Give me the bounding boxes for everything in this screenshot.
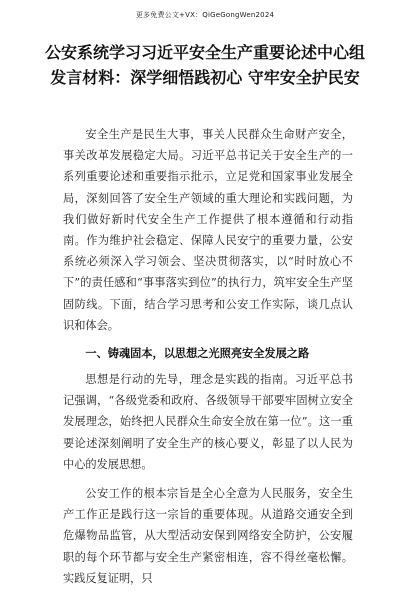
header-note: 更多免费公文+VX：QiGeGongWen2024 [135,11,275,19]
paragraph-section1-b: 公安工作的根本宗旨是全心全意为人民服务，安全生产工作正是践行这一宗旨的重要体现。从道路交通安全到危爆物品监管，从大型活动安保到网络安全防护，公安履职的每个环节都与安全生产紧密相连，容不得丝毫松懈。实践反复证明，只 [63,487,353,585]
document-body [63,124,353,597]
title-line-2: 发言材料：深学细悟践初心 守牢安全护民安 [50,68,360,87]
section-heading-1: 一、铸魂固本，以思想之光照亮安全发展之路 [85,347,310,361]
paragraph-section1-a: 思想是行动的先导，理念是实践的指南。习近平总书记强调，“各级党委和政府、各级领导干部要牢固树立安全发展理念，始终把人民群众生命安全放在第一位”。这一重要论述深刻阐明了安全生产的核心要义，彰显了以人民为中心的发展思想。 [63,373,353,471]
paragraph-intro: 安全生产是民生大事，事关人民群众生命财产安全，事关改革发展稳定大局。习近平总书记关于安全生产的一系列重要论述和重要指示批示，立足党和国家事业发展全局，深刻回答了安全生产领域的重大理论和实践问题，为我们做好新时代安全生产工作提供了根本遵循和行动指南。作为维护社会稳定、保障人民安宁的重要力量，公安系统必须深入学习领会、坚决贯彻落实，以“时时放心不下”的责任感和“事事落实到位”的执行力，筑牢安全生产坚固防线。下面，结合学习思考和公安工作实际，谈几点认识和体会。 [63,128,353,332]
title-line-1: 公安系统学习习近平安全生产重要论述中心组 [44,43,365,62]
document-title [40,40,370,90]
